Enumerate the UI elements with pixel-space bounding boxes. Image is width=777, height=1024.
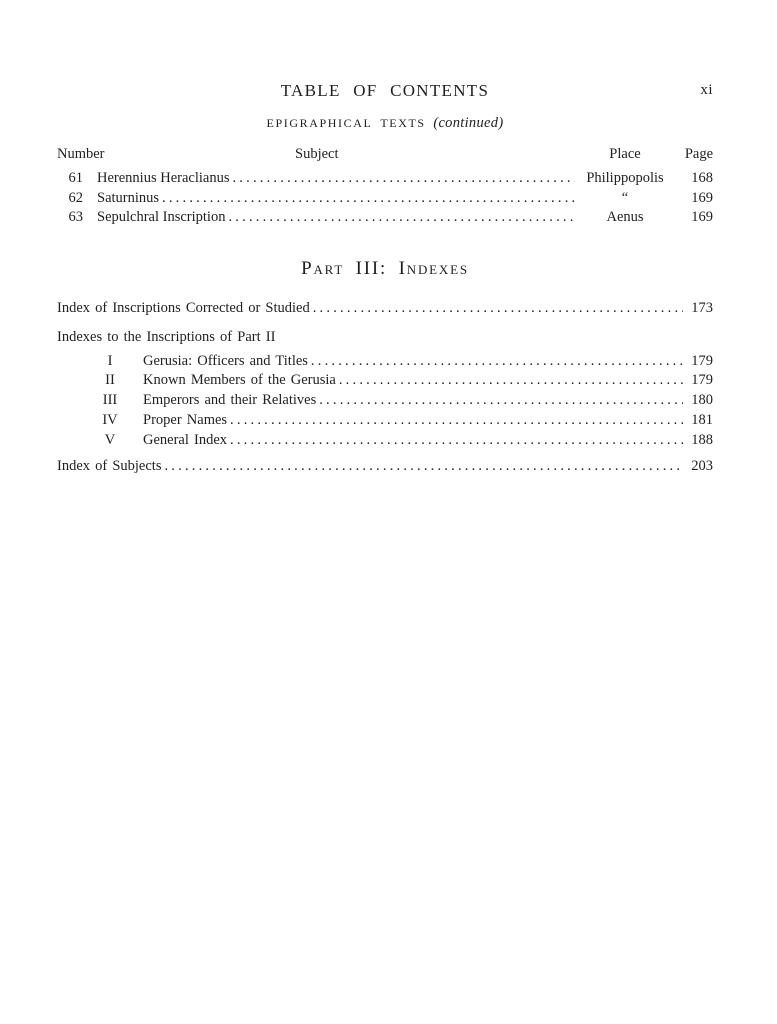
page-title: TABLE OF CONTENTS [280, 81, 490, 100]
section-heading-label: EPIGRAPHICAL TEXTS [266, 116, 426, 130]
index-line-corrected [57, 299, 713, 319]
item-numeral: III [102, 392, 118, 409]
item-numeral: IV [102, 411, 118, 428]
epigraphical-entries [57, 169, 713, 228]
item-page: 179 [691, 352, 713, 369]
section-heading-continued: (continued) [433, 115, 504, 131]
folio-page-number: xi [700, 82, 713, 98]
item-page: 180 [691, 392, 713, 409]
section-heading [57, 115, 713, 135]
index-label: Indexes to the Inscriptions of Part II [57, 329, 276, 345]
list-item [57, 431, 713, 451]
entry-number: 63 [68, 209, 83, 225]
item-label: Emperors and their Relatives [143, 392, 317, 409]
dot-leader [310, 299, 683, 319]
table-row [57, 169, 713, 189]
entry-subject: Herennius Heraclianus [97, 170, 230, 186]
item-label: Gerusia: Officers and Titles [143, 352, 308, 369]
index-page: 173 [691, 299, 713, 316]
item-label: Proper Names [143, 411, 228, 428]
entry-subject-area [97, 169, 575, 189]
entry-subject-area [97, 208, 575, 228]
column-header-number: Number [57, 146, 105, 162]
item-label: Known Members of the Gerusia [143, 372, 336, 389]
dot-leader [159, 189, 575, 209]
column-header-left-group [57, 146, 575, 163]
item-label: General Index [143, 431, 228, 448]
index-label: Index of Subjects [57, 458, 162, 475]
part-heading: Part III: Indexes [301, 257, 469, 279]
entry-number: 62 [68, 189, 83, 206]
entry-subject-area [97, 189, 575, 209]
index-page: 203 [691, 458, 713, 475]
item-numeral: II [105, 372, 115, 389]
item-page: 179 [691, 372, 713, 389]
index-label: Index of Inscriptions Corrected or Studied [57, 299, 310, 316]
entry-subject: Sepulchral Inscription [97, 209, 226, 225]
entry-page: 169 [691, 209, 713, 225]
list-item [57, 391, 713, 411]
list-item [57, 371, 713, 391]
dot-leader [227, 431, 683, 451]
entry-page: 168 [691, 170, 713, 186]
index-line-subjects [57, 457, 713, 477]
table-column-headers [57, 146, 713, 166]
dot-leader [316, 391, 683, 411]
dot-leader [229, 169, 575, 189]
dot-leader [227, 411, 683, 431]
table-row [57, 208, 713, 228]
page-header [57, 81, 713, 103]
item-page: 188 [691, 431, 713, 448]
dot-leader [161, 457, 683, 477]
entry-number: 61 [68, 170, 83, 186]
index-group-label [57, 328, 713, 348]
list-item [57, 411, 713, 431]
item-page: 181 [691, 411, 713, 428]
column-header-page: Page [684, 146, 713, 162]
entry-place: Philippopolis [586, 170, 664, 186]
table-row [57, 189, 713, 209]
dot-leader [308, 352, 683, 372]
dot-leader [225, 208, 575, 228]
entry-place: Aenus [606, 209, 644, 225]
page-content [57, 0, 713, 477]
entry-subject: Saturninus [97, 189, 160, 206]
column-header-place: Place [609, 146, 641, 162]
dot-leader [336, 371, 683, 391]
item-numeral: V [104, 431, 116, 448]
entry-place-ditto: “ [621, 189, 629, 206]
index-items [57, 352, 713, 451]
entry-page: 169 [691, 189, 713, 206]
column-header-subject: Subject [295, 146, 339, 162]
list-item [57, 352, 713, 372]
item-numeral: I [107, 352, 113, 369]
